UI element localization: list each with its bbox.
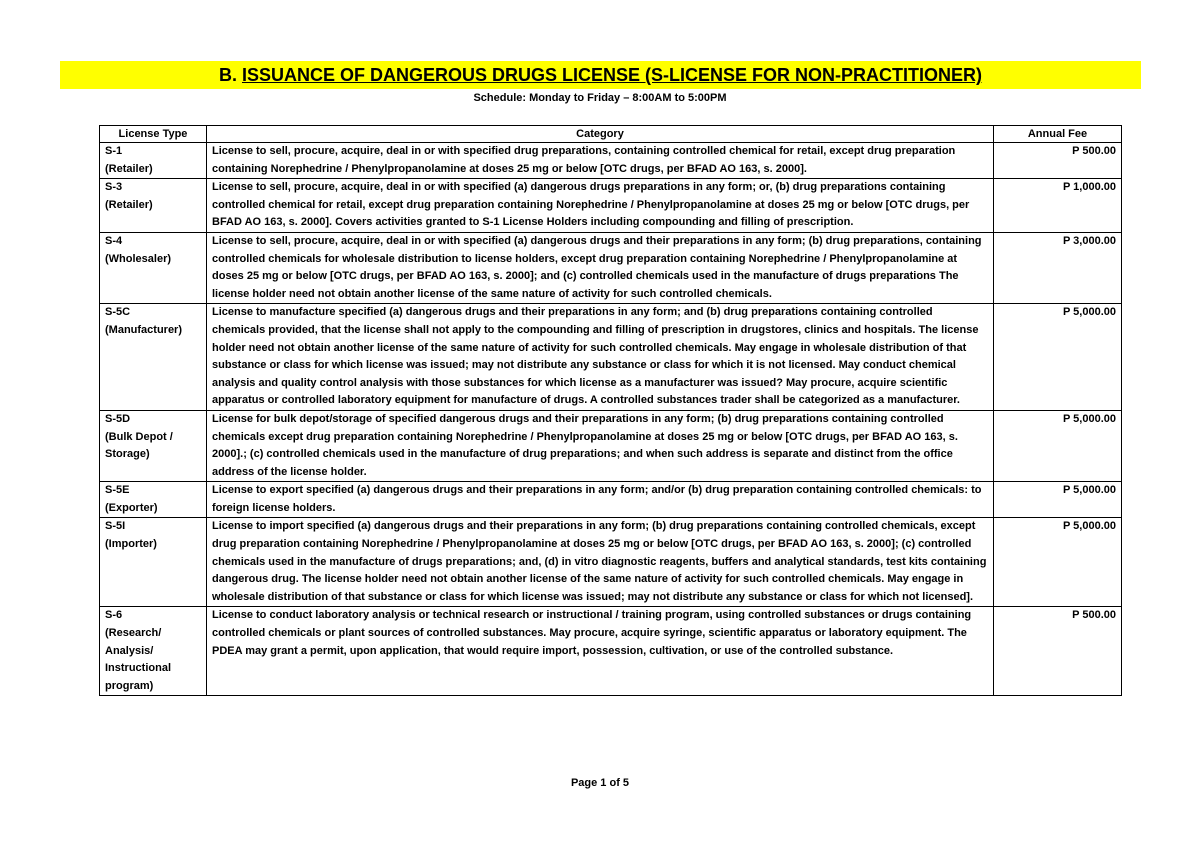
category-cell: License for bulk depot/storage of specified dangerous drugs and their preparations in any form; (b) drug preparations containing controlled chemicals except drug preparation containing Norephedrine / Phenylpropanolamine at doses 25 mg or below [OTC drugs, per BFAD AO 163, s. 2000].; (c) controlled chemicals used in the manufacture of drug preparations; and when such address is separate and distinct from the office address of the license holder.	[207, 410, 994, 481]
annual-fee-cell: P 1,000.00	[994, 179, 1122, 233]
annual-fee-cell: P 500.00	[994, 607, 1122, 696]
table-row	[100, 143, 1122, 179]
table-row	[100, 179, 1122, 233]
annual-fee-cell: P 500.00	[994, 143, 1122, 179]
table-row	[100, 304, 1122, 411]
license-type-cell: S-1 (Retailer)	[100, 143, 207, 179]
column-header-category: Category	[207, 126, 994, 143]
column-header-annual-fee: Annual Fee	[994, 126, 1122, 143]
annual-fee-cell: P 5,000.00	[994, 518, 1122, 607]
section-title-banner	[60, 61, 1141, 89]
section-letter: B.	[218, 65, 242, 85]
category-cell: License to export specified (a) dangerous drugs and their preparations in any form; and/or (b) drug preparation containing controlled chemicals: to foreign license holders.	[207, 482, 994, 518]
annual-fee-cell: P 5,000.00	[994, 482, 1122, 518]
annual-fee-cell: P 5,000.00	[994, 304, 1122, 411]
category-cell: License to import specified (a) dangerous drugs and their preparations in any form; (b) drug preparations containing controlled chemicals, except drug preparation containing Norephedrine / Phenylpropanolamine at doses 25 mg or below [OTC drugs, per BFAD AO 163, s. 2000]; (c) controlled chemicals used in the manufacture of drugs preparations; and, (d) in vitro diagnostic reagents, buffers and analytical standards, test kits containing dangerous drug. The license holder need not obtain another license of the same nature of activity for such controlled chemicals. May engage in wholesale distribution of that substance or class for which license was issued; may not distribute any substance or class for which not licensed].	[207, 518, 994, 607]
license-type-cell: S-3 (Retailer)	[100, 179, 207, 233]
license-type-cell: S-5D (Bulk Depot / Storage)	[100, 410, 207, 481]
page-number: Page 1 of 5	[570, 777, 630, 789]
table-row	[100, 232, 1122, 303]
category-cell: License to sell, procure, acquire, deal in or with specified (a) dangerous drugs and their preparations in any form; (b) drug preparations, containing controlled chemicals for wholesale distribution to license holders, except drug preparation containing Norephedrine / Phenylpropanolamine at doses 25 mg or below [OTC drugs, per BFAD AO 163, s. 2000]; and (c) controlled chemicals used in the manufacture of drugs preparations The license holder need not obtain another license of the same nature of activity for such controlled chemicals.	[207, 232, 994, 303]
category-cell: License to conduct laboratory analysis or technical research or instructional / training program, using controlled substances or drugs containing controlled chemicals or plant sources of controlled substances. May procure, acquire syringe, scientific apparatus or laboratory equipment. The PDEA may grant a permit, upon application, that would require import, possession, cultivation, or use of the controlled substance.	[207, 607, 994, 696]
license-table	[99, 125, 1122, 696]
section-title-text: ISSUANCE OF DANGEROUS DRUGS LICENSE (S-LICENSE FOR NON-PRACTITIONER)	[241, 65, 983, 85]
schedule-text: Schedule: Monday to Friday – 8:00AM to 5:00PM	[473, 92, 727, 104]
category-cell: License to sell, procure, acquire, deal in or with specified drug preparations, containing controlled chemical for retail, except drug preparation containing Norephedrine / Phenylpropanolamine at doses 25 mg or below [OTC drugs, per BFAD AO 163, s. 2000].	[207, 143, 994, 179]
license-type-cell: S-5E (Exporter)	[100, 482, 207, 518]
annual-fee-cell: P 3,000.00	[994, 232, 1122, 303]
license-type-cell: S-5I (Importer)	[100, 518, 207, 607]
section-title	[219, 65, 982, 85]
table-row	[100, 518, 1122, 607]
table-row	[100, 410, 1122, 481]
license-type-cell: S-6 (Research/ Analysis/ Instructional program)	[100, 607, 207, 696]
table-header-row	[100, 126, 1122, 143]
license-type-cell: S-4 (Wholesaler)	[100, 232, 207, 303]
annual-fee-cell: P 5,000.00	[994, 410, 1122, 481]
table-row	[100, 482, 1122, 518]
category-cell: License to sell, procure, acquire, deal in or with specified (a) dangerous drugs preparations in any form; or, (b) drug preparations containing controlled chemical for retail, except drug preparation containing Norephedrine / Phenylpropanolamine at doses 25 mg or below [OTC drugs, per BFAD AO 163, s. 2000]. Covers activities granted to S-1 License Holders including compounding and filling of prescription.	[207, 179, 994, 233]
table-row	[100, 607, 1122, 696]
category-cell: License to manufacture specified (a) dangerous drugs and their preparations in any form; and (b) drug preparations containing controlled chemicals provided, that the license shall not apply to the compounding and filling of prescription in drugstores, clinics and hospitals. The license holder need not obtain another license of the same nature of activity for such controlled chemicals. May engage in wholesale distribution of that substance or class for which license was issued; may not distribute any substance or class for which it is not licensed. May conduct chemical analysis and quality control analysis with those substances for which license as a manufacturer was issued? May procure, acquire scientific apparatus or controlled laboratory equipment for manufacture of drugs. A controlled substances trader shall be categorized as a manufacturer.	[207, 304, 994, 411]
license-type-cell: S-5C (Manufacturer)	[100, 304, 207, 411]
column-header-license-type: License Type	[100, 126, 207, 143]
